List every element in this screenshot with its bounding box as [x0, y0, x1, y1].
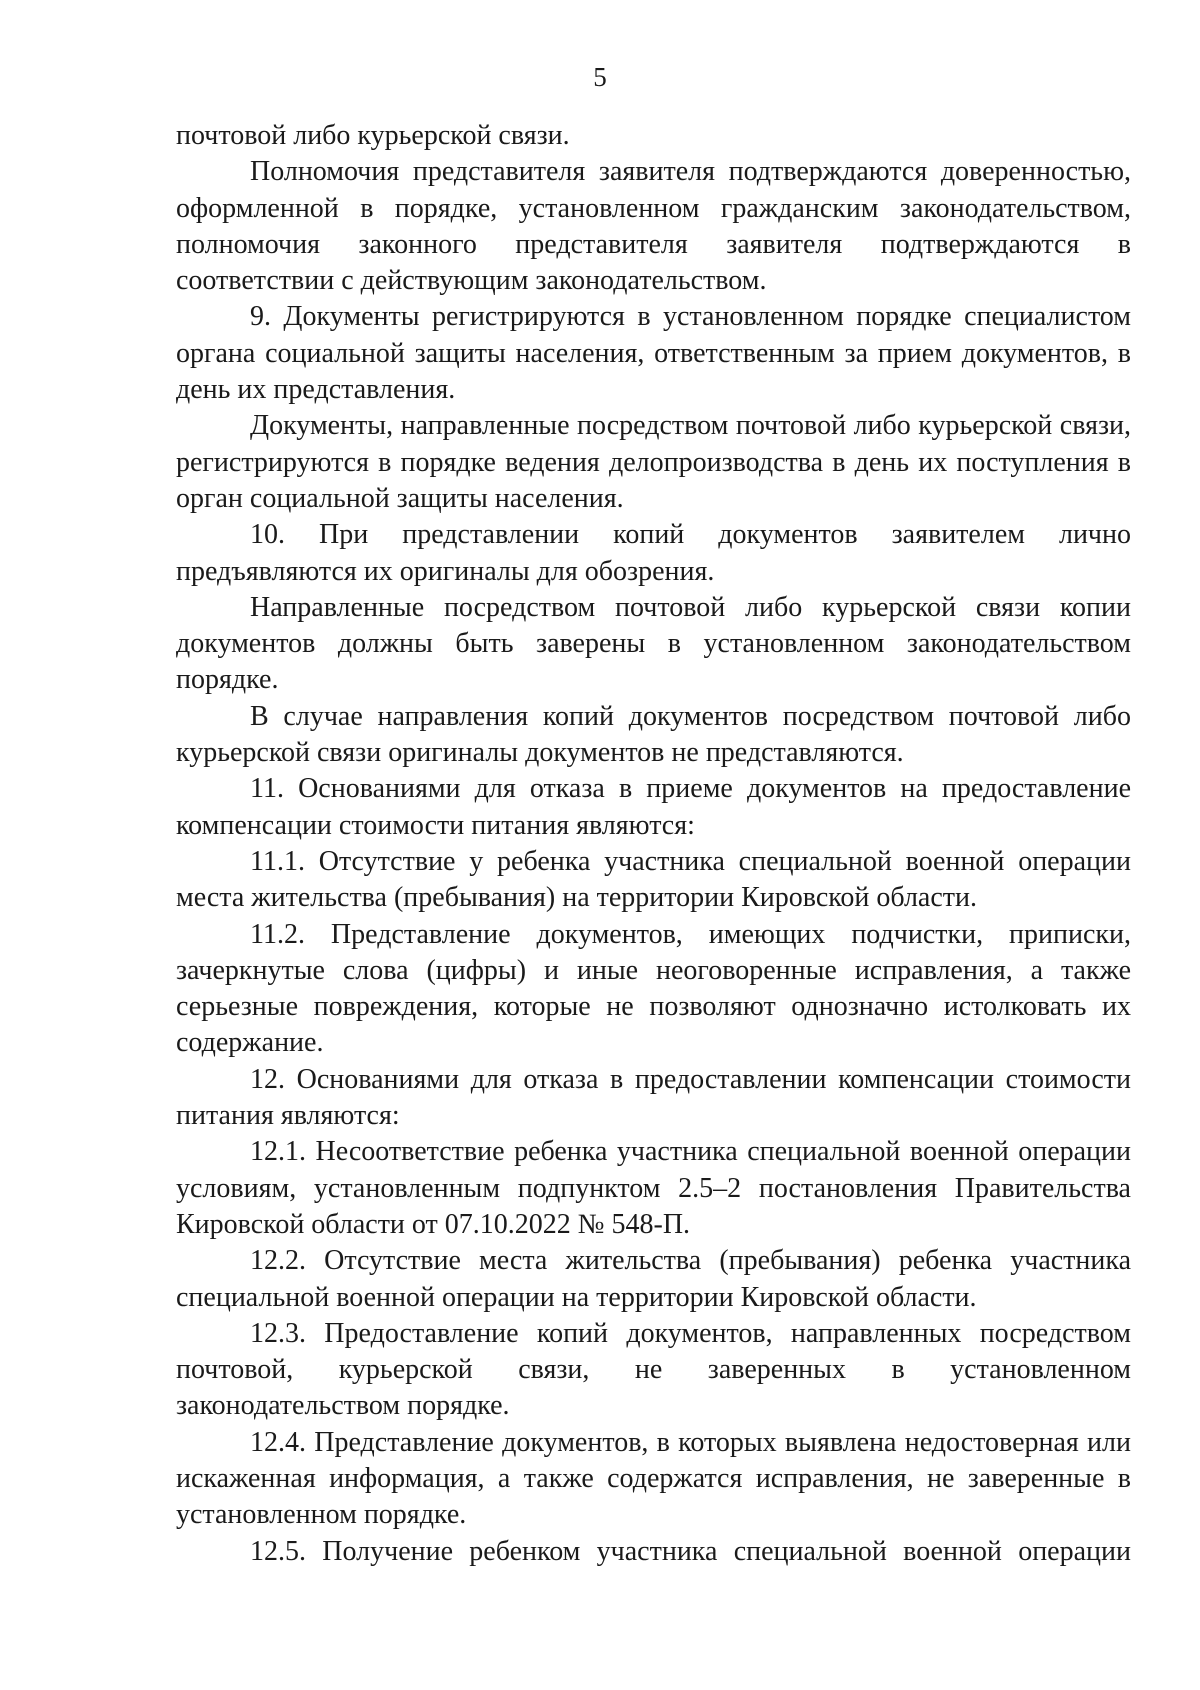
paragraph: 11.1. Отсутствие у ребенка участника специальной военной операции места жительства (пребывания) на территории Кировской области. — [176, 845, 1131, 914]
paragraph: 12.3. Предоставление копий документов, направленных посредством почтовой, курьерской связи, не заверенных в установленном законодательством порядке. — [176, 1317, 1131, 1422]
paragraph: 10. При представлении копий документов заявителем лично предъявляются их оригиналы для обозрения. — [176, 519, 1131, 587]
paragraph: В случае направления копий документов посредством почтовой либо курьерской связи оригиналы документов не представляются. — [176, 700, 1131, 769]
paragraph: 12.5. Получение ребенком участника специальной военной операции — [250, 1535, 1131, 1567]
paragraph: 11. Основаниями для отказа в приеме документов на предоставление компенсации стоимости питания являются: — [176, 773, 1131, 841]
paragraph: Направленные посредством почтовой либо курьерской связи копии документов должны быть заверены в установленном законодательством порядке. — [176, 591, 1131, 696]
document-body — [176, 118, 1131, 1570]
paragraph: 12.2. Отсутствие места жительства (пребывания) ребенка участника специальной военной операции на территории Кировской области. — [176, 1245, 1131, 1313]
paragraph: Документы, направленные посредством почтовой либо курьерской связи, регистрируются в порядке ведения делопроизводства в день их поступления в орган социальной защиты населения. — [176, 410, 1131, 514]
paragraph: 12.1. Несоответствие ребенка участника специальной военной операции условиям, установленным подпунктом 2.5–2 постановления Правительства Кировской области от 07.10.2022 № 548-П. — [176, 1136, 1131, 1240]
paragraph: почтовой либо курьерской связи. — [176, 120, 570, 151]
paragraph: Полномочия представителя заявителя подтверждаются доверенностью, оформленной в порядке, установленном гражданским законодательством, полномочия законного представителя заявителя подтверждаются в соответствии с действующим законодательством. — [176, 156, 1131, 297]
paragraph: 11.2. Представление документов, имеющих подчистки, приписки, зачеркнутые слова (цифры) и иные неоговоренные исправления, а также серьезные повреждения, которые не позволяют однозначно истолковать их содержание. — [176, 918, 1131, 1059]
paragraph: 9. Документы регистрируются в установленном порядке специалистом органа социальной защиты населения, ответственным за прием документов, в день их представления. — [176, 301, 1131, 406]
page-number: 5 — [593, 62, 607, 92]
paragraph: 12.4. Представление документов, в которых выявлена недостоверная или искаженная информация, а также содержатся исправления, не заверенные в установленном порядке. — [176, 1426, 1131, 1531]
paragraph: 12. Основаниями для отказа в предоставлении компенсации стоимости питания являются: — [176, 1063, 1131, 1132]
